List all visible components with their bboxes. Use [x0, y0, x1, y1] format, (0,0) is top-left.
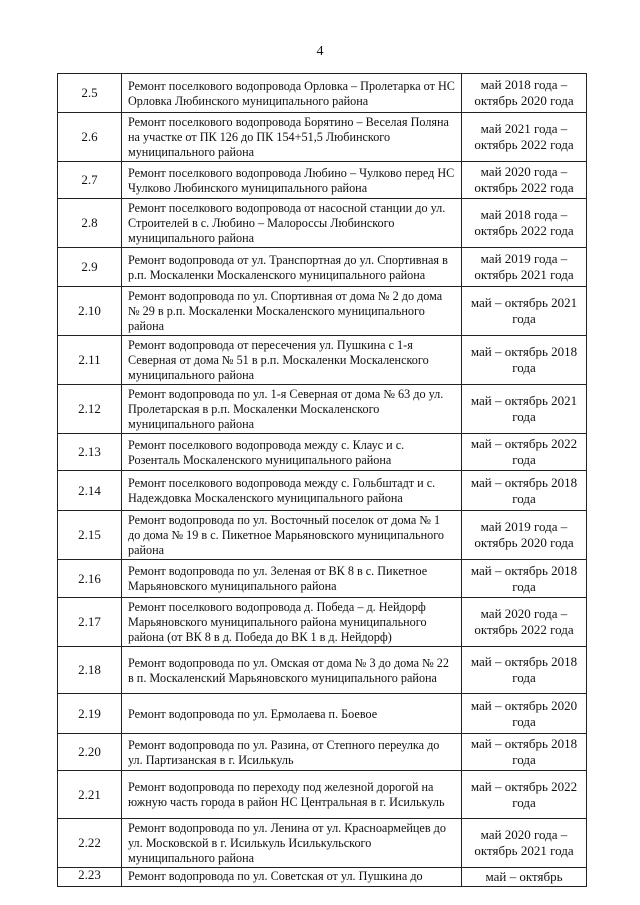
work-period: май 2021 года – октябрь 2022 года — [462, 113, 587, 162]
work-description: Ремонт водопровода по переходу под железной дорогой на южную часть города в район НС Центральная в г. Исилькуль — [122, 771, 462, 819]
work-description: Ремонт водопровода по ул. Советская от ул. Пушкина до — [122, 868, 462, 887]
table-row — [58, 248, 587, 287]
table-row — [58, 819, 587, 868]
work-period: май – октябрь 2018 года — [462, 336, 587, 385]
row-number: 2.7 — [58, 162, 122, 199]
work-description: Ремонт водопровода по ул. Ленина от ул. Красноармейцев до ул. Московской в г. Исилькуль Исилькульского муниципального района — [122, 819, 462, 868]
work-description: Ремонт водопровода по ул. Ермолаева п. Боевое — [122, 694, 462, 734]
table-row — [58, 868, 587, 887]
row-number: 2.6 — [58, 113, 122, 162]
work-period: май – октябрь 2018 года — [462, 471, 587, 511]
work-period: май 2019 года – октябрь 2020 года — [462, 511, 587, 560]
work-description: Ремонт поселкового водопровода Борятино – Веселая Поляна на участке от ПК 126 до ПК 154+51,5 Любинского муниципального района — [122, 113, 462, 162]
work-period: май 2018 года – октябрь 2020 года — [462, 74, 587, 113]
row-number: 2.20 — [58, 734, 122, 771]
work-period: май – октябрь 2022 года — [462, 771, 587, 819]
work-period: май – октябрь 2018 года — [462, 734, 587, 771]
row-number: 2.16 — [58, 560, 122, 598]
works-table-container — [57, 73, 586, 887]
table-row — [58, 199, 587, 248]
table-row — [58, 385, 587, 434]
work-description: Ремонт водопровода по ул. Омская от дома № 3 до дома № 22 в п. Москаленский Марьяновского муниципального района — [122, 647, 462, 694]
table-row — [58, 560, 587, 598]
table-row — [58, 734, 587, 771]
row-number: 2.17 — [58, 598, 122, 647]
work-period: май – октябрь — [462, 868, 587, 887]
row-number: 2.12 — [58, 385, 122, 434]
table-row — [58, 471, 587, 511]
table-row — [58, 74, 587, 113]
work-period: май – октябрь 2018 года — [462, 647, 587, 694]
table-row — [58, 287, 587, 336]
row-number: 2.13 — [58, 434, 122, 471]
table-row — [58, 336, 587, 385]
table-row — [58, 162, 587, 199]
work-period: май – октябрь 2022 года — [462, 434, 587, 471]
work-description: Ремонт водопровода по ул. Разина, от Степного переулка до ул. Партизанская в г. Исилькуль — [122, 734, 462, 771]
work-description: Ремонт водопровода от пересечения ул. Пушкина с 1-я Северная от дома № 51 в р.п. Москаленки Москаленского муниципального района — [122, 336, 462, 385]
work-description: Ремонт поселкового водопровода между с. Клаус и с. Розенталь Москаленского муниципального района — [122, 434, 462, 471]
row-number: 2.8 — [58, 199, 122, 248]
works-table — [57, 73, 587, 887]
work-period: май – октябрь 2018 года — [462, 560, 587, 598]
table-row — [58, 598, 587, 647]
work-period: май – октябрь 2021 года — [462, 287, 587, 336]
table-row — [58, 694, 587, 734]
work-description: Ремонт поселкового водопровода Любино – Чулково перед НС Чулково Любинского муниципального района — [122, 162, 462, 199]
row-number: 2.21 — [58, 771, 122, 819]
work-description: Ремонт водопровода по ул. Спортивная от дома № 2 до дома № 29 в р.п. Москаленки Москаленского муниципального района — [122, 287, 462, 336]
row-number: 2.5 — [58, 74, 122, 113]
table-row — [58, 113, 587, 162]
row-number: 2.9 — [58, 248, 122, 287]
work-description: Ремонт поселкового водопровода между с. Гольбштадт и с. Надеждовка Москаленского муниципального района — [122, 471, 462, 511]
row-number: 2.11 — [58, 336, 122, 385]
row-number: 2.18 — [58, 647, 122, 694]
work-description: Ремонт поселкового водопровода Орловка – Пролетарка от НС Орловка Любинского муниципального района — [122, 74, 462, 113]
table-row — [58, 647, 587, 694]
table-row — [58, 771, 587, 819]
work-period: май 2020 года – октябрь 2022 года — [462, 162, 587, 199]
row-number: 2.19 — [58, 694, 122, 734]
work-period: май 2018 года – октябрь 2022 года — [462, 199, 587, 248]
work-description: Ремонт поселкового водопровода от насосной станции до ул. Строителей в с. Любино – Малороссы Любинского муниципального района — [122, 199, 462, 248]
work-period: май 2020 года – октябрь 2022 года — [462, 598, 587, 647]
page-number: 4 — [316, 44, 324, 59]
table-row — [58, 434, 587, 471]
work-period: май 2019 года – октябрь 2021 года — [462, 248, 587, 287]
row-number: 2.10 — [58, 287, 122, 336]
work-description: Ремонт водопровода от ул. Транспортная до ул. Спортивная в р.п. Москаленки Москаленского муниципального района — [122, 248, 462, 287]
row-number: 2.14 — [58, 471, 122, 511]
work-period: май 2020 года – октябрь 2021 года — [462, 819, 587, 868]
work-description: Ремонт водопровода по ул. 1-я Северная от дома № 63 до ул. Пролетарская в р.п. Москаленки Москаленского муниципального района — [122, 385, 462, 434]
work-period: май – октябрь 2021 года — [462, 385, 587, 434]
works-table-body — [58, 74, 587, 887]
work-description: Ремонт водопровода по ул. Восточный поселок от дома № 1 до дома № 19 в с. Пикетное Марьяновского муниципального района — [122, 511, 462, 560]
row-number: 2.23 — [58, 868, 122, 887]
work-description: Ремонт водопровода по ул. Зеленая от ВК 8 в с. Пикетное Марьяновского муниципального района — [122, 560, 462, 598]
row-number: 2.22 — [58, 819, 122, 868]
work-description: Ремонт поселкового водопровода д. Победа – д. Нейдорф Марьяновского муниципального района муниципального района (от ВК 8 в д. Победа до ВК 1 в д. Нейдорф) — [122, 598, 462, 647]
table-row — [58, 511, 587, 560]
work-period: май – октябрь 2020 года — [462, 694, 587, 734]
row-number: 2.15 — [58, 511, 122, 560]
